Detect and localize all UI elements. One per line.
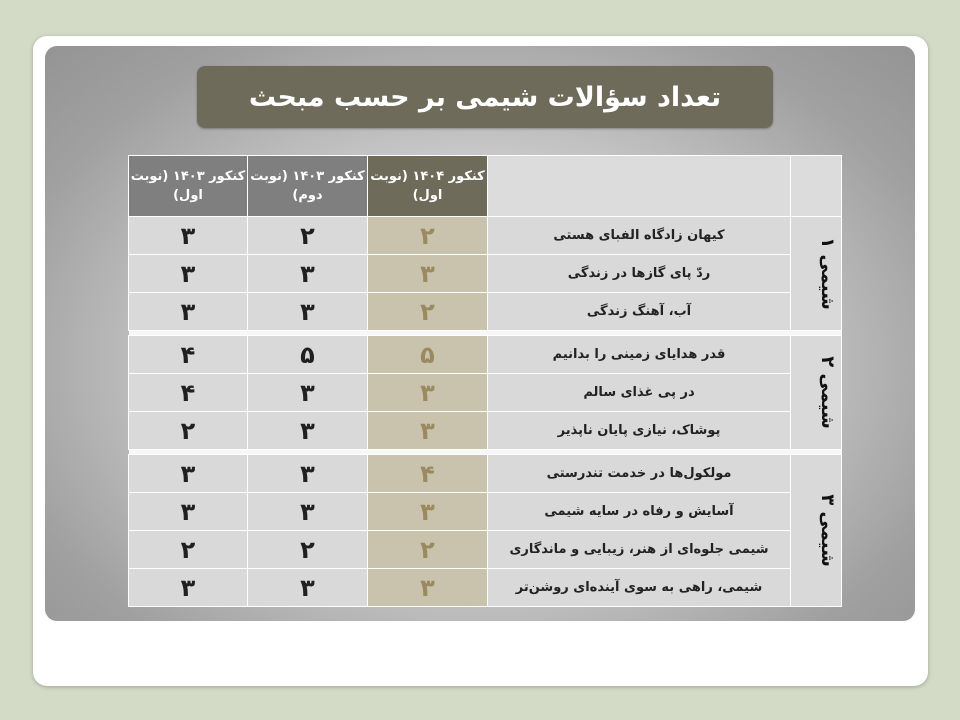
table-row [129,217,842,255]
group-label: شیمی ۲ [816,356,838,429]
group-cell [791,217,842,331]
topic-name: پوشاک، نیازی پایان ناپذیر [488,412,791,450]
count-1404-first: ۳ [368,374,488,412]
count-1404-first: ۳ [368,412,488,450]
count-1403-second: ۲ [248,217,368,255]
count-1403-second: ۳ [248,455,368,493]
count-1403-first: ۲ [129,412,248,450]
table-row [129,293,842,331]
group-label: شیمی ۱ [816,237,838,310]
table-row [129,412,842,450]
table-row [129,374,842,412]
table-row [129,531,842,569]
table-row [129,493,842,531]
count-1403-second: ۲ [248,531,368,569]
topic-name: شیمی جلوه‌ای از هنر، زیبایی و ماندگاری [488,531,791,569]
table-row [129,255,842,293]
count-1403-second: ۳ [248,293,368,331]
topic-name: در پی غذای سالم [488,374,791,412]
count-1403-second: ۳ [248,569,368,607]
header-row [129,156,842,217]
count-1403-second: ۳ [248,255,368,293]
title-text: تعداد سؤالات شیمی بر حسب مبحث [248,81,722,113]
count-1404-first: ۴ [368,455,488,493]
group-cell [791,455,842,607]
slide-title [197,66,773,128]
count-1403-second: ۳ [248,412,368,450]
topic-name: آب، آهنگ زندگی [488,293,791,331]
topic-name: مولکول‌ها در خدمت تندرستی [488,455,791,493]
header-1403-second: کنکور ۱۴۰۳ (نوبت دوم) [248,156,368,217]
count-1404-first: ۳ [368,255,488,293]
header-group [791,156,842,217]
topic-name: کیهان زادگاه الفبای هستی [488,217,791,255]
count-1404-first: ۳ [368,493,488,531]
count-1403-first: ۳ [129,255,248,293]
count-1404-first: ۳ [368,569,488,607]
count-1404-first: ۵ [368,336,488,374]
count-1404-first: ۲ [368,293,488,331]
table-row [129,569,842,607]
table-row [129,336,842,374]
count-1403-second: ۵ [248,336,368,374]
count-1403-first: ۳ [129,293,248,331]
group-label: شیمی ۳ [816,494,838,567]
header-topic [488,156,791,217]
table-row [129,455,842,493]
count-1404-first: ۲ [368,217,488,255]
topic-name: ردّ پای گازها در زندگی [488,255,791,293]
count-1403-first: ۳ [129,493,248,531]
header-1404-first: کنکور ۱۴۰۴ (نوبت اول) [368,156,488,217]
count-1403-second: ۳ [248,374,368,412]
topic-name: آسایش و رفاه در سایه شیمی [488,493,791,531]
group-cell [791,336,842,450]
count-1404-first: ۲ [368,531,488,569]
count-1403-second: ۳ [248,493,368,531]
header-1403-first: کنکور ۱۴۰۳ (نوبت اول) [129,156,248,217]
count-1403-first: ۳ [129,569,248,607]
count-1403-first: ۴ [129,336,248,374]
count-1403-first: ۳ [129,455,248,493]
count-1403-first: ۳ [129,217,248,255]
count-1403-first: ۴ [129,374,248,412]
questions-table [128,155,842,607]
topic-name: شیمی، راهی به سوی آینده‌ای روشن‌تر [488,569,791,607]
count-1403-first: ۲ [129,531,248,569]
topic-name: قدر هدایای زمینی را بدانیم [488,336,791,374]
